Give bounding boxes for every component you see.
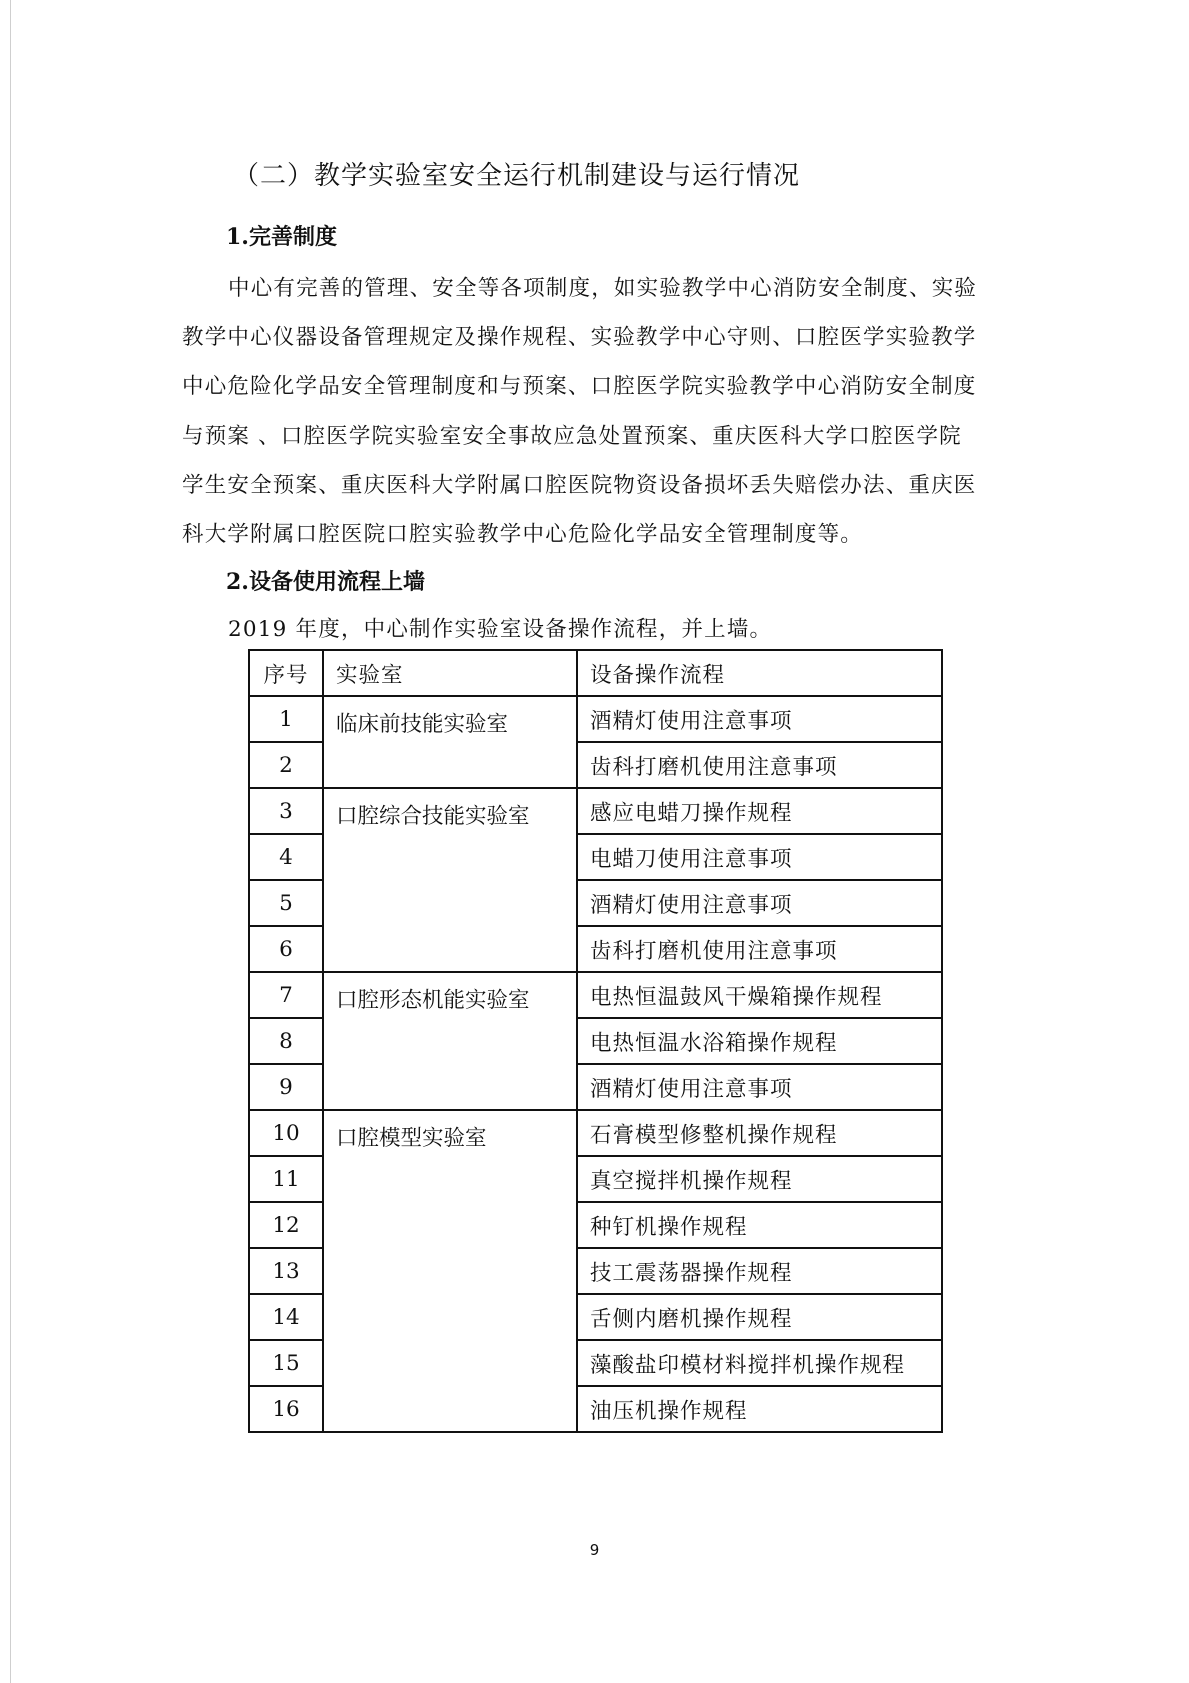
row-number: 14: [249, 1294, 323, 1340]
procedure-name: 电热恒温鼓风干燥箱操作规程: [577, 972, 942, 1018]
intro-line: 2019 年度，中心制作实验室设备操作流程，并上墙。: [228, 617, 773, 642]
row-number: 5: [249, 880, 323, 926]
table-header-row: [249, 650, 942, 696]
row-number: 7: [249, 972, 323, 1018]
paragraph-line: 中心危险化学品安全管理制度和与预案、口腔医学院实验教学中心消防安全制度: [182, 374, 977, 399]
row-number: 15: [249, 1340, 323, 1386]
row-number: 12: [249, 1202, 323, 1248]
table-row: [249, 972, 942, 1018]
procedure-name: 石膏模型修整机操作规程: [577, 1110, 942, 1156]
procedure-name: 电热恒温水浴箱操作规程: [577, 1018, 942, 1064]
row-number: 1: [249, 696, 323, 742]
procedure-name: 齿科打磨机使用注意事项: [577, 742, 942, 788]
paragraph-line: 与预案 、口腔医学院实验室安全事故应急处置预案、重庆医科大学口腔医学院: [182, 424, 962, 449]
row-number: 10: [249, 1110, 323, 1156]
row-number: 11: [249, 1156, 323, 1202]
procedure-name: 种钉机操作规程: [577, 1202, 942, 1248]
row-number: 6: [249, 926, 323, 972]
row-number: 3: [249, 788, 323, 834]
procedure-name: 酒精灯使用注意事项: [577, 696, 942, 742]
equipment-procedure-table: [248, 649, 943, 1433]
lab-name: 口腔综合技能实验室: [323, 788, 577, 972]
subsection-title-1: 1.完善制度: [226, 224, 337, 250]
row-number: 16: [249, 1386, 323, 1432]
procedure-name: 齿科打磨机使用注意事项: [577, 926, 942, 972]
procedure-name: 舌侧内磨机操作规程: [577, 1294, 942, 1340]
paragraph-line: 学生安全预案、重庆医科大学附属口腔医院物资设备损坏丢失赔偿办法、重庆医: [182, 473, 977, 498]
lab-name: 临床前技能实验室: [323, 696, 577, 788]
row-number: 4: [249, 834, 323, 880]
paragraph-line: 教学中心仪器设备管理规定及操作规程、实验教学中心守则、口腔医学实验教学: [182, 325, 977, 350]
lab-name: 口腔模型实验室: [323, 1110, 577, 1432]
table-row: [249, 1110, 942, 1156]
page-number: 9: [589, 1541, 600, 1559]
procedure-name: 油压机操作规程: [577, 1386, 942, 1432]
header-number: 序号: [249, 650, 323, 696]
row-number: 2: [249, 742, 323, 788]
procedure-name: 真空搅拌机操作规程: [577, 1156, 942, 1202]
procedure-name: 酒精灯使用注意事项: [577, 1064, 942, 1110]
procedure-name: 酒精灯使用注意事项: [577, 880, 942, 926]
paragraph-line: 科大学附属口腔医院口腔实验教学中心危险化学品安全管理制度等。: [182, 522, 864, 547]
section-heading: （二）教学实验室安全运行机制建设与运行情况: [233, 161, 801, 191]
row-number: 9: [249, 1064, 323, 1110]
row-number: 13: [249, 1248, 323, 1294]
procedure-name: 感应电蜡刀操作规程: [577, 788, 942, 834]
procedure-name: 藻酸盐印模材料搅拌机操作规程: [577, 1340, 942, 1386]
row-number: 8: [249, 1018, 323, 1064]
procedure-name: 电蜡刀使用注意事项: [577, 834, 942, 880]
table-row: [249, 788, 942, 834]
header-lab: 实验室: [323, 650, 577, 696]
table-row: [249, 696, 942, 742]
lab-name: 口腔形态机能实验室: [323, 972, 577, 1110]
header-procedure: 设备操作流程: [577, 650, 942, 696]
procedure-name: 技工震荡器操作规程: [577, 1248, 942, 1294]
paragraph-line: 中心有完善的管理、安全等各项制度，如实验教学中心消防安全制度、实验: [228, 276, 978, 301]
subsection-title-2: 2.设备使用流程上墙: [226, 569, 425, 595]
